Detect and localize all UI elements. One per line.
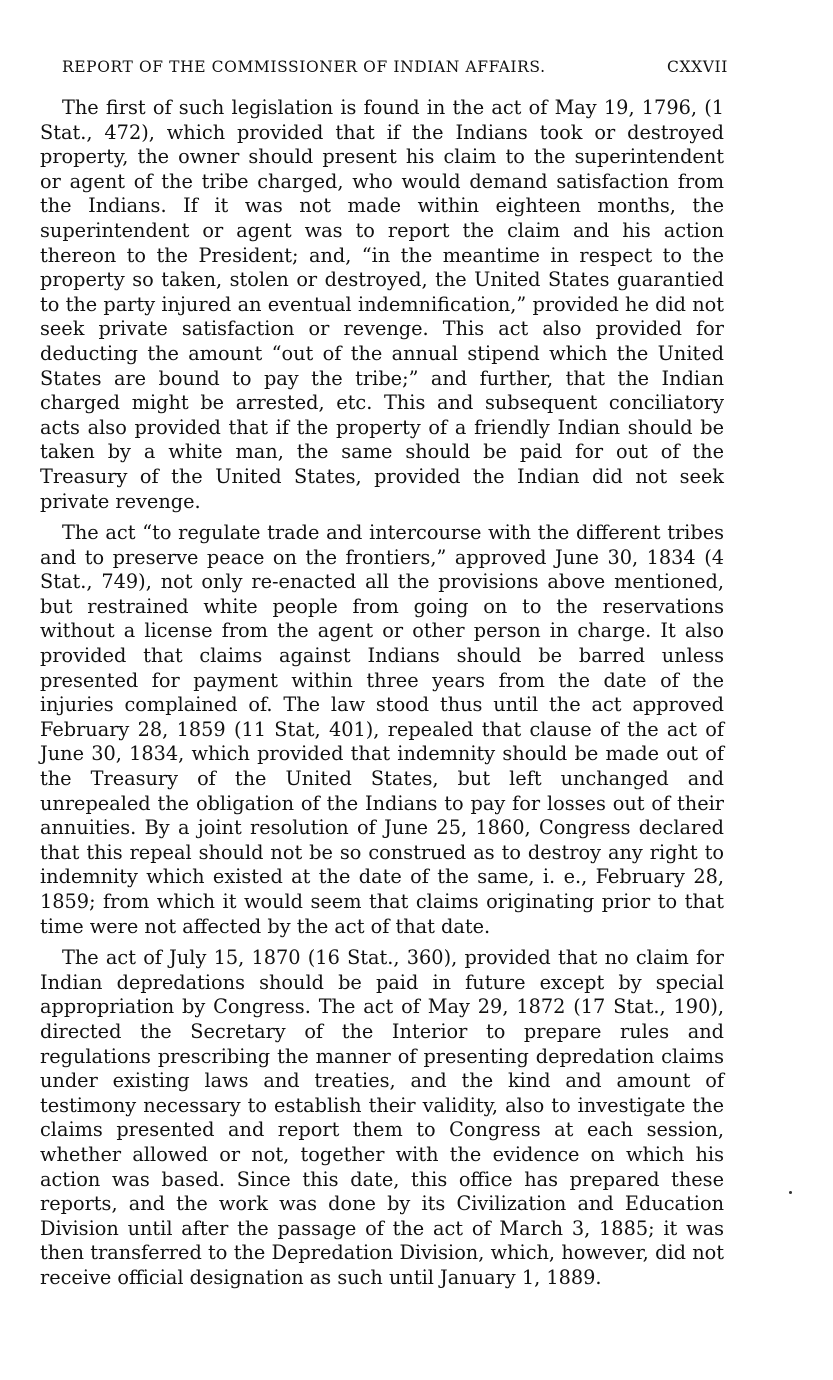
scan-speck <box>789 1191 792 1194</box>
page-number: CXXVII <box>667 58 728 76</box>
body-text <box>40 96 724 1298</box>
page-header <box>62 58 728 84</box>
paragraph-3: The act of July 15, 1870 (16 Stat., 360), provided that no claim for Indian depredations should be paid in future except by special appropriation by Congress. The act of May 29, 1872 (17 Stat., 190), directed the Secretary of the Interior to prepare rules and regulations prescribing the manner of presenting depredation claims under existing laws and treaties, and the kind and amount of testimony necessary to establish their validity, also to investigate the claims presented and report them to Congress at each session, whether allowed or not, together with the evidence on which his action was based. Since this date, this office has prepared these reports, and the work was done by its Civilization and Education Division until after the passage of the act of March 3, 1885; it was then transferred to the Depredation Division, which, however, did not receive official designation as such until January 1, 1889. <box>40 946 724 1289</box>
running-title: REPORT OF THE COMMISSIONER OF INDIAN AFFAIRS. <box>62 58 546 76</box>
paragraph-2: The act “to regulate trade and intercourse with the different tribes and to preserve peace on the frontiers,” approved June 30, 1834 (4 Stat., 749), not only re-enacted all the provisions above mentioned, but restrained white people from going on to the reservations without a license from the agent or other person in charge. It also provided that claims against Indians should be barred unless presented for payment within three years from the date of the injuries complained of. The law stood thus until the act approved February 28, 1859 (11 Stat, 401), repealed that clause of the act of June 30, 1834, which provided that indemnity should be made out of the Treasury of the United States, but left unchanged and unrepealed the obligation of the Indians to pay for losses out of their annuities. By a joint resolution of June 25, 1860, Congress declared that this repeal should not be so construed as to destroy any right to indemnity which existed at the date of the same, i. e., February 28, 1859; from which it would seem that claims originating prior to that time were not affected by the act of that date. <box>40 521 724 938</box>
paragraph-1: The first of such legislation is found in the act of May 19, 1796, (1 Stat., 472), which provided that if the Indians took or destroyed property, the owner should present his claim to the superintendent or agent of the tribe charged, who would demand satisfaction from the Indians. If it was not made within eighteen months, the superintendent or agent was to report the claim and his action thereon to the President; and, “in the meantime in respect to the property so taken, stolen or destroyed, the United States guarantied to the party injured an eventual indemnification,” provided he did not seek private satisfaction or revenge. This act also provided for deducting the amount “out of the annual stipend which the United States are bound to pay the tribe;” and further, that the Indian charged might be arrested, etc. This and subsequent conciliatory acts also provided that if the property of a friendly Indian should be taken by a white man, the same should be paid for out of the Treasury of the United States, provided the Indian did not seek private revenge. <box>40 96 724 513</box>
